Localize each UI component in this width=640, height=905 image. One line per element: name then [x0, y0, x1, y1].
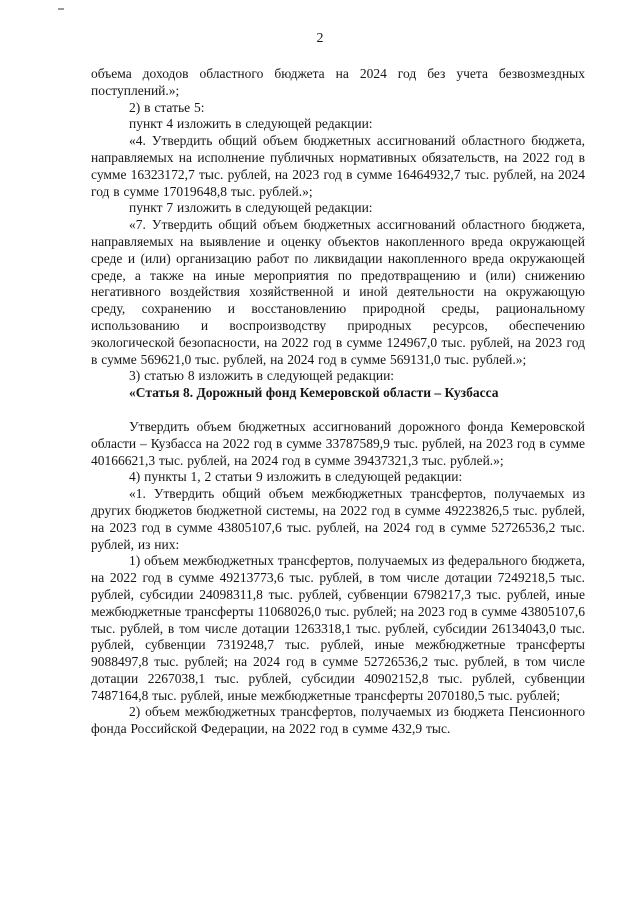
paragraph: «1. Утвердить общий объем межбюджетных трансфертов, получаемых из других бюджетов бюджетной системы, на 2022 год в сумме 49223826,5 тыс. рублей, на 2023 год в сумме 43805107,6 тыс. рублей, на 2024 год в сумме 52726536,2 тыс. рублей, из них: [91, 486, 585, 552]
page-number: 2 [316, 31, 324, 46]
paragraph: объема доходов областного бюджета на 2024 год без учета безвозмездных поступлений.»; [91, 66, 585, 98]
paragraph: 2) в статье 5: [129, 99, 205, 115]
paragraph: Утвердить объем бюджетных ассигнований дорожного фонда Кемеровской области – Кузбасса на 2022 год в сумме 33787589,9 тыс. рублей, на 2023 год в сумме 40166621,3 тыс. рублей, на 2024 год в сумме 39437321,3 тыс. рублей.»; [91, 418, 585, 468]
paragraph: 3) статью 8 изложить в следующей редакции: [129, 368, 395, 384]
paragraph: пункт 4 изложить в следующей редакции: [129, 116, 373, 132]
paragraph: «4. Утвердить общий объем бюджетных ассигнований областного бюджета, направляемых на исполнение публичных нормативных обязательств, на 2022 год в сумме 16323172,7 тыс. рублей, на 2023 год в сумме 16464932,7 тыс. рублей, на 2024 год в сумме 17019648,8 тыс. рублей.»; [91, 133, 585, 199]
paragraph: «7. Утвердить общий объем бюджетных ассигнований областного бюджета, направляемых на выявление и оценку объектов накопленного вреда окружающей среде и (или) организацию работ по ликвидации накопленного вреда окружающей среде, а также на иные мероприятия по предотвращению и (или) снижению негативного воздействия хозяйственной и иной деятельности на окружающую среду, сохранению и восстановлению природной среды, рациональному использованию и воспроизводству природных ресурсов, обеспечению экологической безопасности, на 2022 год в сумме 124967,0 тыс. рублей, на 2023 год в сумме 569621,0 тыс. рублей, на 2024 год в сумме 569131,0 тыс. рублей.»; [91, 217, 585, 367]
paragraph: 2) объем межбюджетных трансфертов, получаемых из бюджета Пенсионного фонда Российской Федерации, на 2022 год в сумме 432,9 тыс. [91, 704, 585, 737]
paragraph: 4) пункты 1, 2 статьи 9 изложить в следующей редакции: [129, 469, 463, 485]
paragraph: 1) объем межбюджетных трансфертов, получаемых из федерального бюджета, на 2022 год в сумме 49213773,6 тыс. рублей, в том числе дотации 7249218,5 тыс. рублей, субсидии 24098311,8 тыс. рублей, субвенции 6798217,3 тыс. рублей, иные межбюджетные трансферты 11068026,0 тыс. рублей; на 2023 год в сумме 43805107,6 тыс. рублей, в том числе дотации 1263318,1 тыс. рублей, субсидии 26134043,0 тыс. рублей, субвенции 7319248,7 тыс. рублей, иные межбюджетные трансферты 9088497,8 тыс. рублей; на 2024 год в сумме 52726536,2 тыс. рублей, в том числе дотации 2267038,1 тыс. рублей, субсидии 40902152,8 тыс. рублей, субвенции 7487164,8 тыс. рублей, иные межбюджетные трансферты 2070180,5 тыс. рублей; [91, 553, 585, 703]
blank-line [91, 402, 585, 419]
article-heading: «Статья 8. Дорожный фонд Кемеровской области – Кузбасса [129, 385, 499, 401]
document-body [91, 66, 585, 738]
paragraph: пункт 7 изложить в следующей редакции: [129, 200, 373, 216]
scan-mark [58, 8, 64, 10]
